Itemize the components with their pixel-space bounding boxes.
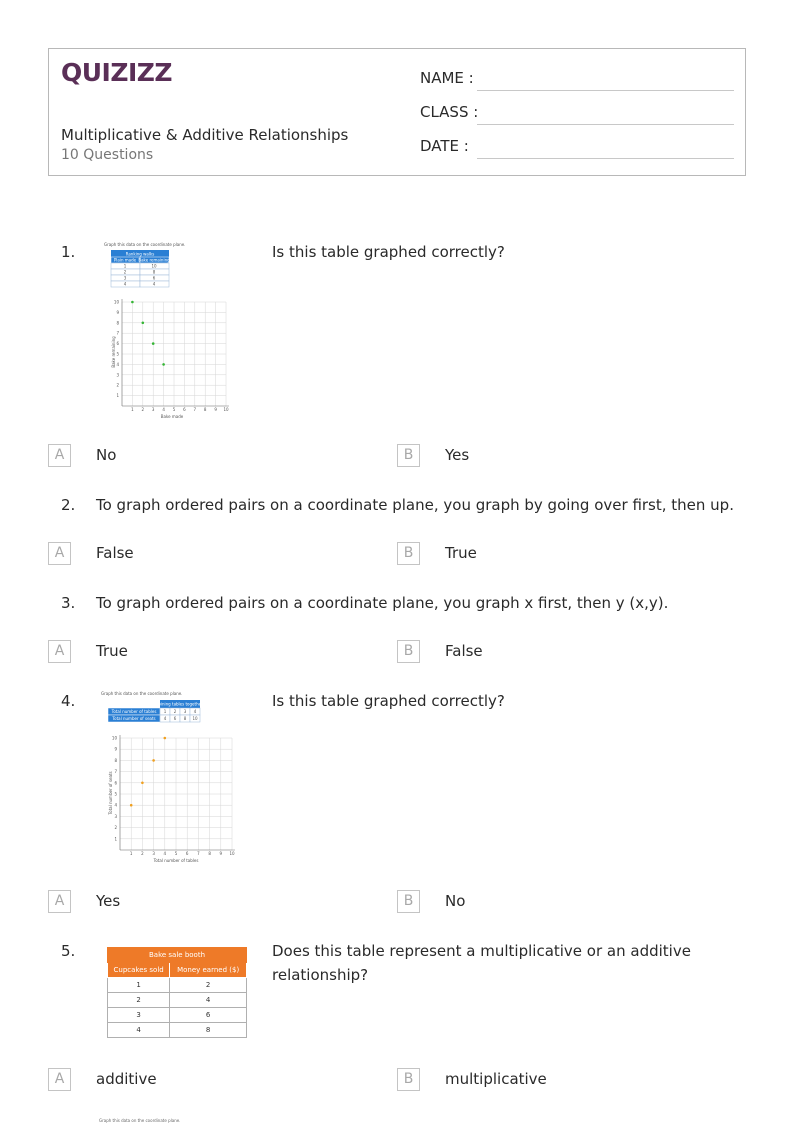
class-line — [477, 124, 734, 125]
q4-image-caption: Graph this data on the coordinate plane. — [101, 691, 183, 696]
y-tick-label: 4 — [116, 361, 119, 367]
data-point — [164, 737, 167, 740]
y-tick-label: 2 — [114, 825, 117, 831]
data-point — [141, 782, 144, 785]
y-tick-label: 5 — [116, 351, 119, 357]
y-tick-label: 6 — [114, 780, 117, 786]
table-row — [108, 1008, 247, 1023]
option-b-text[interactable]: False — [445, 642, 483, 660]
table-cell-text: 8 — [183, 716, 187, 721]
y-tick-label: 3 — [114, 813, 117, 819]
option-b-text[interactable]: True — [445, 544, 477, 562]
y-tick-label: 4 — [114, 802, 117, 808]
table-cell-text: 2 — [173, 709, 177, 714]
q5-table-title: Bake sale booth — [108, 948, 247, 963]
table-cell-text: 4 — [152, 281, 156, 287]
table-cell: 4 — [170, 993, 247, 1008]
question-5-text: Does this table represent a multiplicative or an additive relationship? — [272, 942, 691, 984]
y-tick-label: 7 — [114, 769, 117, 775]
q5-table-col2: Money earned ($) — [170, 963, 247, 978]
q4-row2-label: Total number of seats — [112, 716, 156, 721]
table-cell-text: 6 — [152, 275, 156, 281]
x-tick-label: 8 — [203, 407, 207, 412]
option-b-box[interactable]: B — [397, 444, 420, 467]
table-cell-text: 2 — [123, 269, 127, 275]
q4-ylabel: Total number of seats — [108, 771, 113, 815]
x-tick-label: 3 — [151, 407, 155, 412]
date-label: DATE : — [420, 137, 469, 155]
data-point — [152, 759, 155, 762]
option-b-box[interactable]: B — [397, 890, 420, 913]
x-tick-label: 5 — [172, 407, 176, 412]
table-row — [108, 978, 247, 993]
y-tick-label: 1 — [116, 393, 119, 399]
q1-table-col2: Bake remaining — [138, 257, 170, 263]
question-1-text: Is this table graphed correctly? — [272, 243, 505, 261]
x-tick-label: 10 — [223, 407, 229, 412]
name-line — [477, 90, 734, 91]
question-number: 4. — [61, 692, 76, 710]
table-cell-text: 1 — [123, 263, 127, 269]
question-number: 5. — [61, 942, 76, 960]
y-tick-label: 8 — [116, 320, 119, 326]
option-a-box[interactable]: A — [48, 640, 71, 663]
x-tick-label: 6 — [183, 407, 186, 412]
table-row — [108, 1023, 247, 1038]
option-a-text[interactable]: No — [96, 446, 117, 464]
table-cell: 2 — [170, 978, 247, 993]
q4-table-cells — [160, 708, 200, 722]
x-tick-label: 1 — [131, 407, 134, 412]
y-tick-label: 7 — [116, 330, 119, 336]
q4-table-title: Joining tables together — [157, 701, 203, 707]
question-4-text: Is this table graphed correctly? — [272, 692, 505, 710]
table-cell: 2 — [108, 993, 170, 1008]
table-cell: 8 — [170, 1023, 247, 1038]
data-point — [131, 301, 134, 304]
class-label: CLASS : — [420, 103, 479, 121]
y-tick-label: 8 — [114, 757, 117, 763]
q4-row1-label: Total number of tables — [111, 709, 157, 714]
data-point — [142, 322, 145, 325]
option-b-text[interactable]: No — [445, 892, 466, 910]
option-b-box[interactable]: B — [397, 1068, 420, 1091]
question-number: 2. — [61, 496, 76, 514]
x-tick-label: 6 — [185, 851, 189, 856]
q4-xlabel: Total number of tables — [153, 858, 199, 863]
class-field[interactable] — [420, 103, 734, 125]
question-5-table — [107, 947, 247, 1038]
table-cell: 6 — [170, 1008, 247, 1023]
question-number: 1. — [61, 243, 76, 261]
table-cell-text: 3 — [183, 709, 187, 714]
y-tick-label: 3 — [116, 372, 119, 378]
table-cell: 3 — [108, 1008, 170, 1023]
x-tick-label: 9 — [214, 407, 217, 412]
option-a-text[interactable]: False — [96, 544, 134, 562]
name-field[interactable] — [420, 69, 734, 91]
option-a-text[interactable]: True — [96, 642, 128, 660]
q1-ylabel: Bake remaining — [111, 336, 116, 368]
table-cell-text: 1 — [163, 709, 167, 714]
table-cell-text: 8 — [152, 269, 156, 275]
question-4-image — [98, 688, 244, 866]
name-label: NAME : — [420, 69, 474, 87]
table-row — [108, 993, 247, 1008]
x-tick-label: 2 — [141, 407, 145, 412]
x-tick-label: 7 — [197, 851, 200, 856]
x-tick-label: 4 — [163, 851, 167, 856]
y-tick-label: 10 — [113, 299, 119, 305]
question-2-text: To graph ordered pairs on a coordinate plane, you graph by going over first, then up. — [96, 496, 734, 514]
table-cell-text: 10 — [192, 716, 198, 721]
worksheet-header — [48, 48, 746, 176]
date-field[interactable] — [420, 137, 734, 159]
option-b-box[interactable]: B — [397, 640, 420, 663]
data-point — [152, 342, 155, 345]
data-point — [130, 804, 133, 807]
x-tick-label: 7 — [193, 407, 197, 412]
x-tick-label: 9 — [219, 851, 223, 856]
x-tick-label: 2 — [141, 851, 144, 856]
option-a-box[interactable]: A — [48, 444, 71, 467]
worksheet-title: Multiplicative & Additive Relationships — [61, 126, 349, 144]
table-cell-text: 4 — [123, 281, 127, 287]
next-question-caption: Graph this data on the coordinate plane. — [99, 1118, 181, 1123]
y-tick-label: 5 — [114, 791, 117, 797]
data-point — [162, 363, 165, 366]
question-1-image — [100, 240, 235, 422]
question-count: 10 Questions — [61, 147, 154, 163]
option-a-box[interactable]: A — [48, 1068, 71, 1091]
x-tick-label: 8 — [208, 851, 211, 856]
y-tick-label: 9 — [116, 309, 119, 315]
x-tick-label: 10 — [229, 851, 235, 856]
q1-table-title: Ranking walks — [125, 251, 155, 257]
question-number: 3. — [61, 594, 76, 612]
y-tick-label: 2 — [116, 382, 119, 388]
option-a-text[interactable]: Yes — [96, 892, 121, 910]
y-tick-label: 1 — [114, 836, 117, 842]
option-b-text[interactable]: Yes — [445, 446, 470, 464]
table-cell-text: 4 — [193, 709, 197, 714]
table-cell-text: 3 — [123, 275, 127, 281]
option-a-box[interactable]: A — [48, 890, 71, 913]
option-b-box[interactable]: B — [397, 542, 420, 565]
x-tick-label: 3 — [152, 851, 155, 856]
table-cell-text: 10 — [151, 263, 157, 269]
y-tick-label: 6 — [116, 341, 119, 347]
q1-xlabel: Bake made — [160, 414, 184, 419]
q1-table-rows — [111, 263, 169, 287]
x-tick-label: 5 — [174, 851, 178, 856]
q1-graph-grid — [114, 299, 229, 412]
q4-graph-grid — [112, 735, 235, 856]
option-a-box[interactable]: A — [48, 542, 71, 565]
quizizz-logo: QUIZIZZ — [61, 58, 173, 87]
x-tick-label: 1 — [129, 851, 133, 856]
y-tick-label: 9 — [114, 746, 117, 752]
table-cell: 1 — [108, 978, 170, 993]
table-cell-text: 4 — [163, 716, 167, 721]
q1-table-col1: Plain made — [113, 257, 137, 263]
question-3-text: To graph ordered pairs on a coordinate plane, you graph x first, then y (x,y). — [96, 594, 669, 612]
q1-image-caption: Graph this data on the coordinate plane. — [104, 242, 186, 247]
y-tick-label: 10 — [111, 735, 117, 741]
option-a-text[interactable]: additive — [96, 1070, 157, 1088]
table-cell: 4 — [108, 1023, 170, 1038]
q5-table-col1: Cupcakes sold — [108, 963, 170, 978]
table-cell-text: 6 — [173, 716, 177, 721]
x-tick-label: 4 — [162, 407, 165, 412]
date-line — [477, 158, 734, 159]
option-b-text[interactable]: multiplicative — [445, 1070, 547, 1088]
